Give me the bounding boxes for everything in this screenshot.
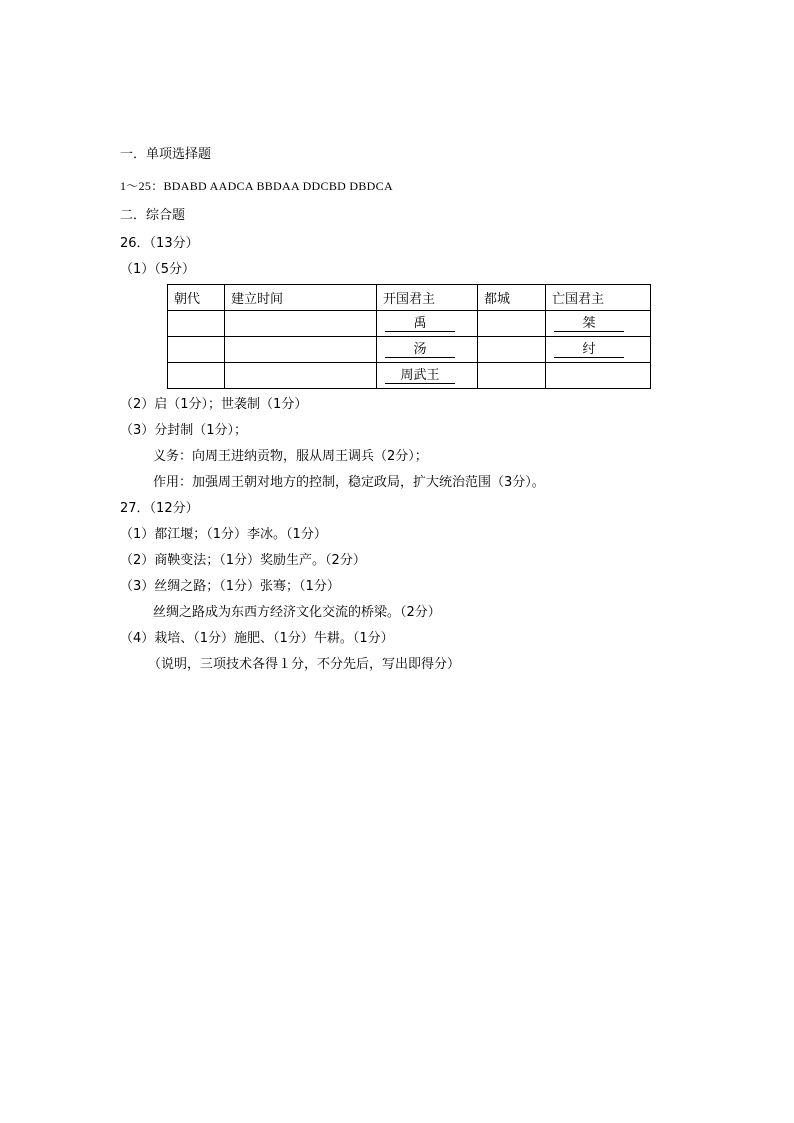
header-founding-ruler: 开国君主 (377, 285, 478, 311)
cell-last-ruler (546, 337, 651, 363)
last-ruler-answer: 桀 (554, 316, 624, 332)
cell-dynasty (168, 311, 225, 337)
section2-title: 二．综合题 (120, 208, 186, 223)
table-row (168, 337, 651, 363)
q26-header: 26．（13分） (120, 236, 199, 251)
cell-founded-time (225, 337, 377, 363)
table-header-row (168, 285, 651, 311)
cell-capital (478, 311, 546, 337)
founding-ruler-answer: 禹 (385, 316, 455, 332)
cell-last-ruler (546, 363, 651, 389)
cell-dynasty (168, 363, 225, 389)
cell-founding-ruler (377, 311, 478, 337)
section1-title: 一．单项选择题 (120, 147, 212, 162)
mc-answers: 1～25：BDABD AADCA BBDAA DDCBD DBDCA (120, 179, 393, 193)
q27-note: （说明，三项技术各得１分，不分先后，写出即得分） (148, 657, 461, 672)
header-capital: 都城 (478, 285, 546, 311)
header-founded-time: 建立时间 (225, 285, 377, 311)
table-row (168, 363, 651, 389)
cell-founded-time (225, 311, 377, 337)
q27-part4: （4）栽培、（1分）施肥、（1分）牛耕。（1分） (120, 631, 394, 646)
q27-header: 27．（12分） (120, 501, 199, 516)
q26-part3-role: 作用：加强周王朝对地方的控制，稳定政局，扩大统治范围（3分）。 (153, 475, 545, 490)
cell-dynasty (168, 337, 225, 363)
cell-last-ruler (546, 311, 651, 337)
cell-capital (478, 337, 546, 363)
header-last-ruler: 亡国君主 (546, 285, 651, 311)
q27-part1: （1）都江堰；（1分）李冰。（1分） (120, 527, 327, 542)
dynasty-table (167, 284, 651, 389)
q26-part2: （2）启（1分）；世袭制（1分） (120, 397, 308, 412)
cell-capital (478, 363, 546, 389)
header-dynasty: 朝代 (168, 285, 225, 311)
q27-part2: （2）商鞅变法；（1分）奖励生产。（2分） (120, 553, 366, 568)
q26-part1: （1）（5分） (120, 262, 196, 277)
cell-founding-ruler (377, 337, 478, 363)
cell-founded-time (225, 363, 377, 389)
q27-part3: （3）丝绸之路；（1分）张骞；（1分） (120, 579, 340, 594)
founding-ruler-answer: 周武王 (385, 368, 455, 384)
table-row (168, 311, 651, 337)
founding-ruler-answer: 汤 (385, 342, 455, 358)
q26-part3: （3）分封制（1分）； (120, 423, 248, 438)
q26-part3-duty: 义务：向周王进纳贡物，服从周王调兵（2分）； (153, 449, 428, 464)
q27-part3-extra: 丝绸之路成为东西方经济文化交流的桥梁。（2分） (153, 605, 441, 620)
last-ruler-answer: 纣 (554, 342, 624, 358)
cell-founding-ruler (377, 363, 478, 389)
